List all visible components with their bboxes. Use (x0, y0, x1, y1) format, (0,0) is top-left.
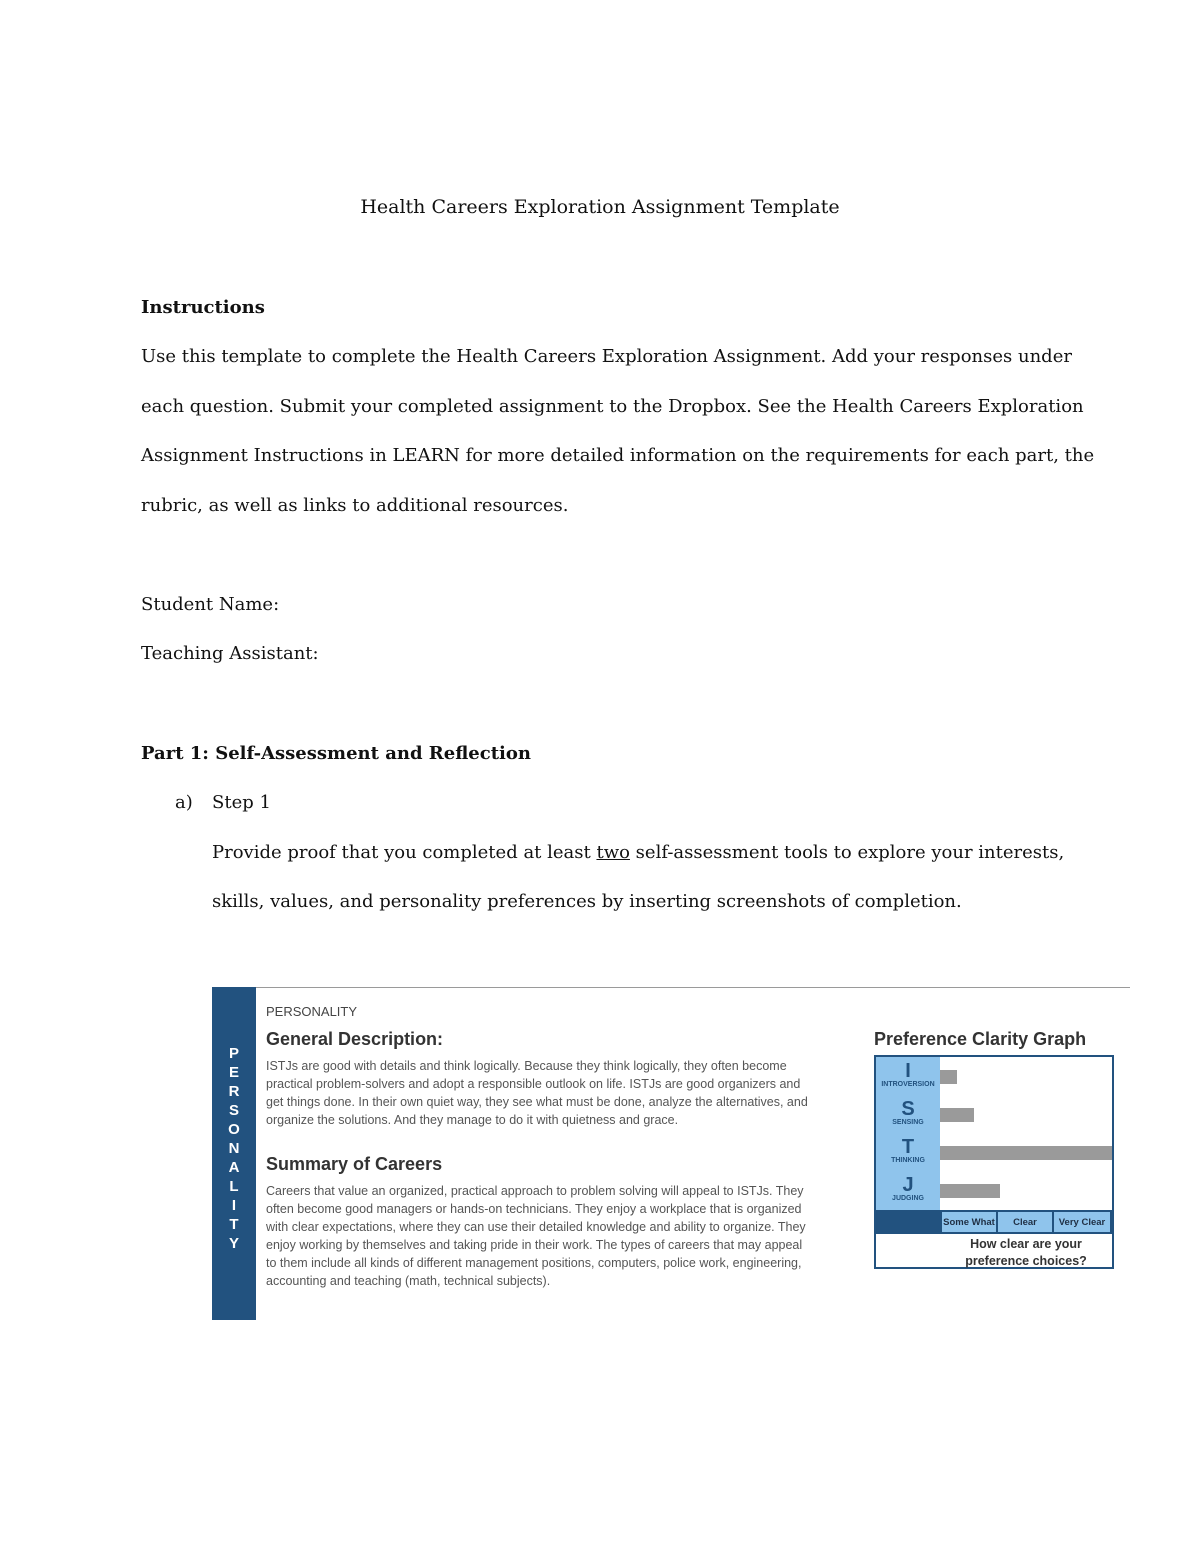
scale-clear: Clear (998, 1212, 1052, 1232)
clarity-bar (940, 1146, 1112, 1160)
general-description-line: organize the solutions. And they manage to do it with quietness and grace. (266, 1113, 679, 1127)
section-label: PERSONALITY (266, 1004, 358, 1019)
preference-clarity-graph (874, 1055, 1114, 1269)
step-label: Step 1 (212, 792, 271, 813)
general-description-heading: General Description: (266, 1029, 444, 1049)
personality-sidebar (212, 987, 256, 1320)
part1-heading: Part 1: Self-Assessment and Reflection (141, 743, 531, 764)
general-description-line: ISTJs are good with details and think logically. Because they think logically, they often become (266, 1059, 787, 1073)
sidebar-letter: Y (228, 1235, 239, 1252)
step-marker: a) (175, 792, 193, 813)
instructions-line: each question. Submit your completed assignment to the Dropbox. See the Health Careers Exploration (141, 396, 1084, 417)
sidebar-letter: E (228, 1064, 239, 1081)
careers-heading: Summary of Careers (266, 1154, 443, 1174)
general-description-line: practical problem-solvers and adopt a responsible outlook on life. ISTJs are good organizers and (266, 1077, 801, 1091)
clarity-bar (940, 1108, 974, 1122)
trait-sensing (876, 1099, 940, 1127)
trait-label: JUDGING (892, 1195, 924, 1202)
careers-line: with clear expectations, where they can use their detailed knowledge and ability to organize. They (266, 1220, 806, 1234)
instructions-line: Use this template to complete the Health Careers Exploration Assignment. Add your responses under (141, 346, 1072, 367)
scale-very-clear: Very Clear (1054, 1212, 1110, 1232)
sidebar-letter: A (228, 1159, 240, 1176)
step-text-after: self-assessment tools to explore your interests, (629, 842, 1065, 863)
instructions-heading: Instructions (141, 297, 265, 318)
clarity-bar (940, 1070, 957, 1084)
personality-screenshot (212, 987, 1130, 1320)
graph-caption: How clear are your (970, 1237, 1082, 1251)
trait-letter: T (901, 1136, 915, 1158)
general-description-line: get things done. In their own quiet way, they see what must be done, analyze the alternatives, and (266, 1095, 808, 1109)
clarity-scale (876, 1210, 1112, 1234)
document-title: Health Careers Exploration Assignment Template (360, 196, 840, 218)
trait-judging (876, 1175, 940, 1203)
trait-letter: J (902, 1174, 914, 1196)
instructions-line: rubric, as well as links to additional resources. (141, 495, 569, 516)
careers-line: often become good managers or hands-on technicians. They enjoy a workplace that is organized (266, 1202, 802, 1216)
careers-line: accounting and teaching (math, technical subjects). (266, 1274, 551, 1288)
graph-caption: preference choices? (965, 1254, 1087, 1268)
careers-line: enjoy working by themselves and taking pride in their work. The types of careers that may appeal (266, 1238, 803, 1252)
trait-label: SENSING (892, 1119, 924, 1126)
trait-letter: I (905, 1060, 911, 1082)
instructions-line: Assignment Instructions in LEARN for more detailed information on the requirements for each part, the (141, 445, 1095, 466)
careers-line: to them include all kinds of different management positions, computers, police work, engineering, (266, 1256, 802, 1270)
trait-letter: S (901, 1098, 915, 1120)
trait-label: THINKING (891, 1157, 925, 1164)
student-name-label: Student Name: (141, 594, 280, 615)
step-instruction-line (212, 842, 1064, 863)
teaching-assistant-label: Teaching Assistant: (141, 643, 319, 664)
sidebar-letter: P (228, 1045, 239, 1062)
top-divider (256, 987, 1130, 988)
sidebar-letter: I (231, 1197, 237, 1214)
sidebar-letter: N (228, 1140, 240, 1157)
sidebar-letter: R (228, 1083, 240, 1100)
graph-title: Preference Clarity Graph (874, 1029, 1087, 1049)
step-text-before: Provide proof that you completed at least (212, 842, 597, 863)
sidebar-letter: L (229, 1178, 239, 1195)
sidebar-letter: T (229, 1216, 239, 1233)
sidebar-letter: S (228, 1102, 239, 1119)
trait-introversion (876, 1061, 940, 1089)
careers-line: Careers that value an organized, practical approach to problem solving will appeal to ISTJs. They (266, 1184, 804, 1198)
trait-label: INTROVERSION (881, 1081, 935, 1088)
step-text-underlined: two (596, 842, 630, 863)
sidebar-letter: O (228, 1121, 240, 1138)
clarity-bar (940, 1184, 1000, 1198)
step-instruction-line: skills, values, and personality preferences by inserting screenshots of completion. (212, 891, 962, 912)
scale-some-what: Some What (942, 1212, 996, 1232)
trait-thinking (876, 1137, 940, 1165)
